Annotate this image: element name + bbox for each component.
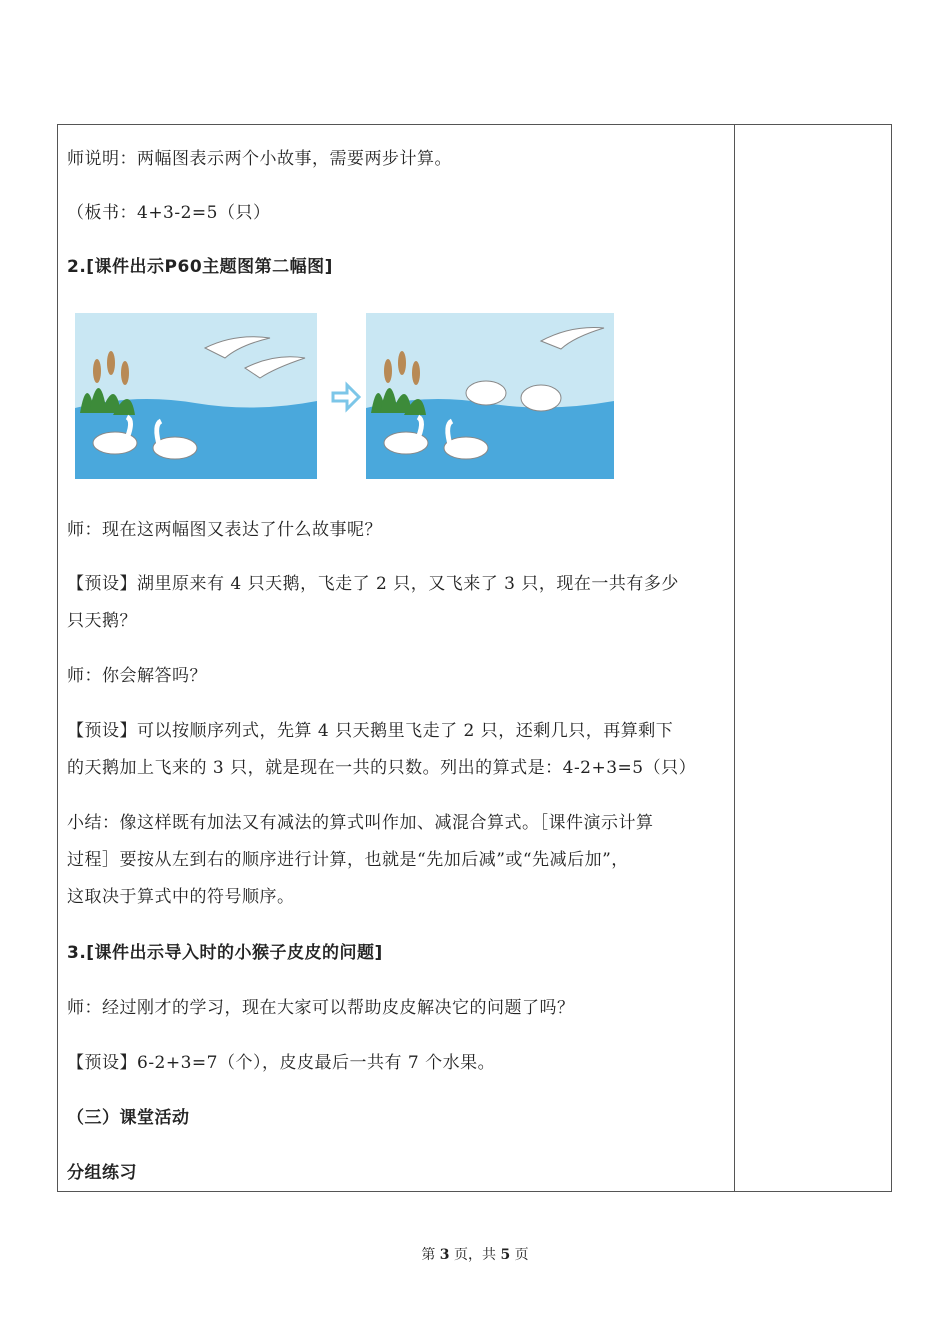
arrow-right-icon: [333, 385, 359, 409]
page-footer: [0, 1244, 950, 1264]
scene-after: [366, 313, 614, 479]
board-note: （板书：4+3-2=5（只）: [67, 203, 271, 223]
summary-line-3: 这取决于算式中的符号顺序。: [67, 887, 295, 907]
footer-prefix: 第: [421, 1247, 436, 1263]
teacher-question-solve: 师：你会解答吗？: [67, 666, 207, 686]
current-page-number: 3: [439, 1247, 450, 1263]
summary-line-1: 小结：像这样既有加法又有减法的算式叫作加、减混合算式。［课件演示计算: [67, 813, 654, 833]
preset-answer-story-2: 只天鹅？: [67, 611, 137, 631]
section-heading-group-practice: 分组练习: [67, 1163, 137, 1183]
summary-line-2: 过程］要按从左到右的顺序进行计算，也就是“先加后减”或“先减后加”，: [67, 850, 629, 870]
swan-illustration-figure: [75, 313, 615, 485]
swan-scenes: [75, 313, 615, 481]
total-page-number: 5: [500, 1247, 511, 1263]
table-column-divider: [734, 124, 735, 1192]
preset-answer-solve-2: 的天鹅加上飞来的 3 只，就是现在一共的只数。列出的算式是：4-2+3=5（只）: [67, 758, 697, 778]
section-heading-3: 3.[课件出示导入时的小猴子皮皮的问题]: [67, 943, 383, 963]
teacher-question-story: 师：现在这两幅图又表达了什么故事呢？: [67, 520, 382, 540]
scene-before: [75, 313, 317, 479]
teacher-question-monkey: 师：经过刚才的学习，现在大家可以帮助皮皮解决它的问题了吗？: [67, 998, 575, 1018]
preset-answer-story-1: 【预设】湖里原来有 4 只天鹅，飞走了 2 只，又飞来了 3 只，现在一共有多少: [67, 574, 679, 594]
preset-answer-solve-1: 【预设】可以按顺序列式，先算 4 只天鹅里飞走了 2 只，还剩几只，再算剩下: [67, 721, 674, 741]
footer-suffix: 页: [514, 1247, 529, 1263]
footer-mid: 页，共: [454, 1247, 496, 1263]
section-heading-2: 2.[课件出示P60主题图第二幅图]: [67, 257, 333, 277]
preset-answer-monkey: 【预设】6-2+3=7（个），皮皮最后一共有 7 个水果。: [67, 1053, 496, 1073]
section-heading-activity: （三）课堂活动: [67, 1108, 190, 1128]
teacher-explanation: 师说明：两幅图表示两个小故事，需要两步计算。: [67, 149, 452, 169]
lesson-table: [57, 124, 892, 1192]
